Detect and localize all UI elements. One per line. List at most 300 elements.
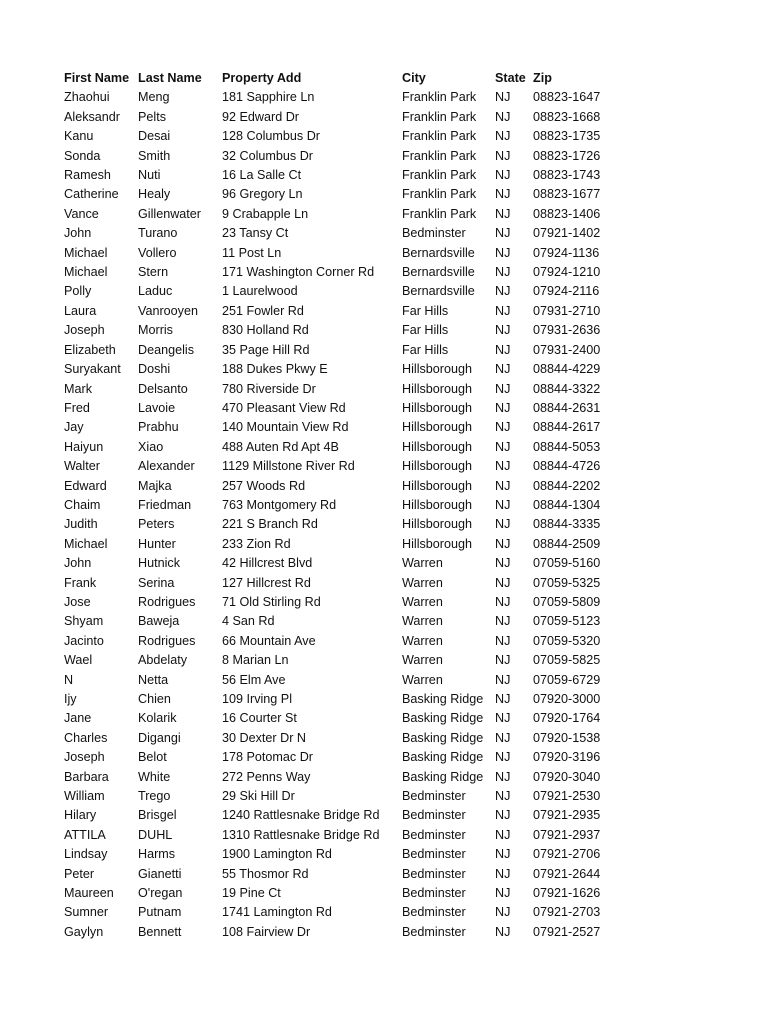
- cell-zip: 08844-2202: [533, 478, 601, 493]
- cell-city: Hillsborough: [402, 439, 473, 454]
- table-row: [64, 185, 613, 204]
- cell-city: Franklin Park: [402, 109, 477, 124]
- cell-zip: 07921-2644: [533, 866, 601, 881]
- cell-last-name: Lavoie: [138, 400, 176, 415]
- cell-property-add: 108 Fairview Dr: [222, 924, 311, 939]
- table-row: [64, 496, 613, 515]
- table-row: [64, 671, 613, 690]
- cell-city: Bedminster: [402, 827, 466, 842]
- cell-zip: 08823-1677: [533, 187, 601, 202]
- header-first-name: First Name: [64, 71, 130, 85]
- cell-property-add: 4 San Rd: [222, 614, 275, 629]
- cell-city: Warren: [402, 575, 443, 590]
- table-row: [64, 282, 613, 301]
- cell-state: NJ: [495, 420, 511, 435]
- cell-last-name: DUHL: [138, 827, 173, 842]
- cell-property-add: 96 Gregory Ln: [222, 187, 303, 202]
- table-row: [64, 884, 613, 903]
- table-row: [64, 612, 613, 631]
- cell-property-add: 56 Elm Ave: [222, 672, 286, 687]
- cell-city: Bedminster: [402, 789, 466, 804]
- cell-city: Hillsborough: [402, 536, 473, 551]
- cell-property-add: 8 Marian Ln: [222, 653, 289, 668]
- cell-zip: 08844-3322: [533, 381, 601, 396]
- table-row: [64, 263, 613, 282]
- table-row: [64, 574, 613, 593]
- cell-state: NJ: [495, 886, 511, 901]
- cell-first-name: Vance: [64, 206, 99, 221]
- cell-zip: 07921-2935: [533, 808, 601, 823]
- cell-state: NJ: [495, 614, 511, 629]
- cell-last-name: Prabhu: [138, 420, 179, 435]
- table-row: [64, 108, 613, 127]
- cell-property-add: 140 Mountain View Rd: [222, 420, 349, 435]
- cell-zip: 07059-5325: [533, 575, 601, 590]
- cell-last-name: Gianetti: [138, 866, 182, 881]
- cell-last-name: Digangi: [138, 730, 181, 745]
- table-row: [64, 477, 613, 496]
- cell-city: Bedminster: [402, 886, 466, 901]
- cell-city: Basking Ridge: [402, 730, 484, 745]
- table-row: [64, 768, 613, 787]
- cell-last-name: Baweja: [138, 614, 180, 629]
- cell-city: Bedminster: [402, 866, 466, 881]
- table-row: [64, 244, 613, 263]
- header-state: State: [495, 71, 526, 85]
- cell-city: Franklin Park: [402, 206, 477, 221]
- cell-city: Hillsborough: [402, 362, 473, 377]
- cell-last-name: Healy: [138, 187, 171, 202]
- cell-first-name: Charles: [64, 730, 108, 745]
- cell-state: NJ: [495, 342, 511, 357]
- cell-last-name: Putnam: [138, 905, 182, 920]
- cell-city: Franklin Park: [402, 168, 477, 183]
- cell-last-name: Kolarik: [138, 711, 177, 726]
- table-body: [64, 88, 613, 942]
- cell-state: NJ: [495, 400, 511, 415]
- cell-first-name: Jane: [64, 711, 92, 726]
- cell-city: Basking Ridge: [402, 711, 484, 726]
- cell-state: NJ: [495, 536, 511, 551]
- table-row: [64, 651, 613, 670]
- cell-state: NJ: [495, 653, 511, 668]
- cell-property-add: 127 Hillcrest Rd: [222, 575, 311, 590]
- cell-zip: 07059-5320: [533, 633, 601, 648]
- cell-property-add: 19 Pine Ct: [222, 886, 281, 901]
- header-city: City: [402, 71, 426, 85]
- cell-first-name: Catherine: [64, 187, 119, 202]
- cell-first-name: Gaylyn: [64, 924, 104, 939]
- cell-last-name: Xiao: [138, 439, 164, 454]
- cell-zip: 07920-1764: [533, 711, 601, 726]
- cell-last-name: Doshi: [138, 362, 171, 377]
- cell-city: Franklin Park: [402, 148, 477, 163]
- cell-first-name: John: [64, 226, 92, 241]
- table-row: [64, 166, 613, 185]
- cell-first-name: ATTILA: [64, 827, 106, 842]
- cell-zip: 08844-3335: [533, 517, 601, 532]
- cell-state: NJ: [495, 517, 511, 532]
- cell-last-name: Majka: [138, 478, 172, 493]
- cell-city: Hillsborough: [402, 400, 473, 415]
- table-row: [64, 399, 613, 418]
- cell-property-add: 1900 Lamington Rd: [222, 847, 332, 862]
- cell-last-name: Vanrooyen: [138, 303, 198, 318]
- cell-state: NJ: [495, 206, 511, 221]
- cell-zip: 08823-1647: [533, 90, 601, 105]
- cell-state: NJ: [495, 769, 511, 784]
- cell-city: Bedminster: [402, 808, 466, 823]
- cell-city: Warren: [402, 672, 443, 687]
- cell-property-add: 272 Penns Way: [222, 769, 311, 784]
- cell-zip: 08844-2509: [533, 536, 601, 551]
- table-row: [64, 321, 613, 340]
- cell-first-name: John: [64, 556, 92, 571]
- table-row: [64, 729, 613, 748]
- cell-state: NJ: [495, 924, 511, 939]
- cell-zip: 07921-2703: [533, 905, 601, 920]
- cell-property-add: 1240 Rattlesnake Bridge Rd: [222, 808, 380, 823]
- cell-state: NJ: [495, 866, 511, 881]
- table-row: [64, 418, 613, 437]
- cell-last-name: Friedman: [138, 497, 192, 512]
- cell-state: NJ: [495, 905, 511, 920]
- cell-property-add: 16 La Salle Ct: [222, 168, 302, 183]
- table-row: [64, 205, 613, 224]
- cell-first-name: Jay: [64, 420, 84, 435]
- cell-first-name: Aleksandr: [64, 109, 121, 124]
- table-row: [64, 224, 613, 243]
- cell-city: Bernardsville: [402, 284, 475, 299]
- cell-first-name: Jose: [64, 594, 91, 609]
- cell-property-add: 92 Edward Dr: [222, 109, 299, 124]
- cell-state: NJ: [495, 226, 511, 241]
- cell-property-add: 1 Laurelwood: [222, 284, 298, 299]
- cell-city: Hillsborough: [402, 459, 473, 474]
- cell-first-name: Edward: [64, 478, 107, 493]
- cell-last-name: Harms: [138, 847, 176, 862]
- cell-state: NJ: [495, 381, 511, 396]
- cell-last-name: Bennett: [138, 924, 182, 939]
- cell-state: NJ: [495, 789, 511, 804]
- cell-city: Warren: [402, 614, 443, 629]
- cell-city: Far Hills: [402, 342, 449, 357]
- cell-state: NJ: [495, 827, 511, 842]
- cell-state: NJ: [495, 129, 511, 144]
- cell-first-name: Walter: [64, 459, 100, 474]
- cell-city: Far Hills: [402, 323, 449, 338]
- cell-last-name: O'regan: [138, 886, 183, 901]
- cell-zip: 07921-2706: [533, 847, 601, 862]
- cell-state: NJ: [495, 730, 511, 745]
- cell-city: Bedminster: [402, 226, 466, 241]
- cell-city: Bedminster: [402, 905, 466, 920]
- cell-first-name: Judith: [64, 517, 98, 532]
- table-row: [64, 748, 613, 767]
- cell-zip: 08844-4726: [533, 459, 601, 474]
- cell-zip: 07924-1136: [533, 245, 600, 260]
- cell-last-name: Peters: [138, 517, 175, 532]
- cell-state: NJ: [495, 109, 511, 124]
- cell-first-name: Mark: [64, 381, 92, 396]
- cell-zip: 08823-1668: [533, 109, 601, 124]
- cell-property-add: 233 Zion Rd: [222, 536, 291, 551]
- table-row: [64, 903, 613, 922]
- cell-city: Hillsborough: [402, 517, 473, 532]
- cell-last-name: Trego: [138, 789, 171, 804]
- cell-property-add: 55 Thosmor Rd: [222, 866, 309, 881]
- table-row: [64, 787, 613, 806]
- cell-city: Hillsborough: [402, 381, 473, 396]
- cell-property-add: 257 Woods Rd: [222, 478, 306, 493]
- cell-state: NJ: [495, 245, 511, 260]
- cell-state: NJ: [495, 594, 511, 609]
- cell-last-name: Hunter: [138, 536, 176, 551]
- cell-first-name: Michael: [64, 536, 108, 551]
- table-row: [64, 341, 613, 360]
- cell-zip: 08823-1726: [533, 148, 601, 163]
- cell-last-name: Laduc: [138, 284, 173, 299]
- header-last-name: Last Name: [138, 71, 202, 85]
- table-row: [64, 923, 613, 942]
- cell-zip: 07931-2400: [533, 342, 601, 357]
- cell-state: NJ: [495, 692, 511, 706]
- cell-last-name: Netta: [138, 672, 169, 687]
- cell-last-name: Hutnick: [138, 556, 180, 571]
- cell-zip: 07921-2937: [533, 827, 601, 842]
- cell-property-add: 763 Montgomery Rd: [222, 497, 337, 512]
- cell-state: NJ: [495, 556, 511, 571]
- cell-state: NJ: [495, 148, 511, 163]
- header-zip: Zip: [533, 71, 552, 85]
- cell-zip: 08844-2617: [533, 420, 601, 435]
- table-row: [64, 632, 613, 651]
- cell-last-name: Smith: [138, 148, 171, 163]
- cell-last-name: Delsanto: [138, 381, 188, 396]
- cell-first-name: Sumner: [64, 905, 109, 920]
- cell-state: NJ: [495, 808, 511, 823]
- table-row: [64, 554, 613, 573]
- cell-zip: 07059-5160: [533, 556, 601, 571]
- cell-last-name: Turano: [138, 226, 178, 241]
- cell-first-name: Michael: [64, 265, 108, 280]
- cell-property-add: 178 Potomac Dr: [222, 750, 313, 765]
- cell-state: NJ: [495, 497, 511, 512]
- table-row: [64, 438, 613, 457]
- table-row: [64, 302, 613, 321]
- cell-first-name: Polly: [64, 284, 92, 299]
- table-row: [64, 380, 613, 399]
- cell-city: Basking Ridge: [402, 692, 484, 706]
- cell-zip: 07931-2636: [533, 323, 601, 338]
- cell-property-add: 251 Fowler Rd: [222, 303, 304, 318]
- cell-state: NJ: [495, 711, 511, 726]
- cell-zip: 08844-1304: [533, 497, 601, 512]
- cell-zip: 08844-5053: [533, 439, 601, 454]
- cell-first-name: Michael: [64, 245, 108, 260]
- table-row: [64, 865, 613, 884]
- cell-property-add: 188 Dukes Pkwy E: [222, 362, 328, 377]
- cell-property-add: 42 Hillcrest Blvd: [222, 556, 313, 571]
- cell-last-name: Rodrigues: [138, 594, 196, 609]
- cell-city: Basking Ridge: [402, 769, 484, 784]
- cell-first-name: Laura: [64, 303, 97, 318]
- cell-state: NJ: [495, 633, 511, 648]
- cell-city: Bedminster: [402, 924, 466, 939]
- cell-property-add: 181 Sapphire Ln: [222, 90, 315, 105]
- cell-state: NJ: [495, 303, 511, 318]
- cell-city: Warren: [402, 633, 443, 648]
- cell-state: NJ: [495, 187, 511, 202]
- cell-last-name: Abdelaty: [138, 653, 188, 668]
- cell-zip: 08844-2631: [533, 400, 601, 415]
- cell-last-name: Belot: [138, 750, 167, 765]
- cell-zip: 08823-1735: [533, 129, 601, 144]
- cell-zip: 07921-1626: [533, 886, 601, 901]
- cell-last-name: Morris: [138, 323, 173, 338]
- cell-property-add: 1310 Rattlesnake Bridge Rd: [222, 827, 380, 842]
- cell-property-add: 171 Washington Corner Rd: [222, 265, 375, 280]
- cell-city: Bedminster: [402, 847, 466, 862]
- cell-first-name: Haiyun: [64, 439, 104, 454]
- cell-zip: 07924-2116: [533, 284, 600, 299]
- table-row: [64, 147, 613, 166]
- cell-zip: 08823-1406: [533, 206, 601, 221]
- cell-state: NJ: [495, 284, 511, 299]
- cell-city: Hillsborough: [402, 420, 473, 435]
- cell-first-name: Elizabeth: [64, 342, 116, 357]
- cell-property-add: 71 Old Stirling Rd: [222, 594, 321, 609]
- cell-first-name: Suryakant: [64, 362, 121, 377]
- cell-first-name: Frank: [64, 575, 97, 590]
- cell-property-add: 29 Ski Hill Dr: [222, 789, 295, 804]
- cell-zip: 07059-5123: [533, 614, 601, 629]
- cell-zip: 07059-5825: [533, 653, 601, 668]
- cell-last-name: Brisgel: [138, 808, 177, 823]
- cell-first-name: Sonda: [64, 148, 101, 163]
- cell-zip: 07059-6729: [533, 672, 601, 687]
- cell-zip: 08844-4229: [533, 362, 601, 377]
- cell-property-add: 128 Columbus Dr: [222, 129, 320, 144]
- cell-first-name: Jacinto: [64, 633, 104, 648]
- cell-last-name: Pelts: [138, 109, 166, 124]
- cell-property-add: 23 Tansy Ct: [222, 226, 289, 241]
- cell-state: NJ: [495, 439, 511, 454]
- cell-last-name: Nuti: [138, 168, 161, 183]
- header-property-add: Property Add: [222, 71, 302, 85]
- cell-first-name: N: [64, 672, 74, 687]
- cell-city: Bernardsville: [402, 265, 475, 280]
- cell-zip: 07059-5809: [533, 594, 601, 609]
- cell-first-name: Chaim: [64, 497, 101, 512]
- cell-property-add: 221 S Branch Rd: [222, 517, 318, 532]
- cell-property-add: 830 Holland Rd: [222, 323, 309, 338]
- cell-city: Hillsborough: [402, 478, 473, 493]
- table-row: [64, 806, 613, 825]
- cell-zip: 07920-3196: [533, 750, 601, 765]
- cell-first-name: Barbara: [64, 769, 109, 784]
- cell-last-name: White: [138, 769, 171, 784]
- cell-last-name: Chien: [138, 692, 171, 706]
- cell-city: Bernardsville: [402, 245, 475, 260]
- cell-last-name: Stern: [138, 265, 169, 280]
- cell-property-add: 780 Riverside Dr: [222, 381, 316, 396]
- cell-city: Far Hills: [402, 303, 449, 318]
- cell-first-name: Joseph: [64, 750, 105, 765]
- cell-property-add: 35 Page Hill Rd: [222, 342, 310, 357]
- cell-city: Warren: [402, 556, 443, 571]
- cell-first-name: Hilary: [64, 808, 97, 823]
- cell-first-name: Fred: [64, 400, 90, 415]
- table-row: [64, 360, 613, 379]
- cell-property-add: 9 Crabapple Ln: [222, 206, 309, 221]
- cell-zip: 08823-1743: [533, 168, 601, 183]
- cell-state: NJ: [495, 323, 511, 338]
- cell-zip: 07921-2530: [533, 789, 601, 804]
- table-row: [64, 826, 613, 845]
- cell-last-name: Desai: [138, 129, 171, 144]
- cell-state: NJ: [495, 847, 511, 862]
- cell-zip: 07920-1538: [533, 730, 601, 745]
- cell-last-name: Alexander: [138, 459, 195, 474]
- cell-first-name: Ijy: [64, 692, 77, 706]
- table-row: [64, 709, 613, 728]
- cell-zip: 07931-2710: [533, 303, 601, 318]
- cell-property-add: 1129 Millstone River Rd: [222, 459, 355, 474]
- cell-property-add: 11 Post Ln: [222, 245, 282, 260]
- cell-last-name: Gillenwater: [138, 206, 201, 221]
- table-row: [64, 88, 613, 107]
- cell-last-name: Serina: [138, 575, 175, 590]
- cell-state: NJ: [495, 362, 511, 377]
- cell-property-add: 1741 Lamington Rd: [222, 905, 332, 920]
- cell-first-name: Peter: [64, 866, 95, 881]
- cell-state: NJ: [495, 750, 511, 765]
- cell-property-add: 470 Pleasant View Rd: [222, 400, 346, 415]
- cell-property-add: 109 Irving Pl: [222, 692, 293, 706]
- cell-first-name: Maureen: [64, 886, 114, 901]
- cell-zip: 07920-3040: [533, 769, 601, 784]
- cell-first-name: Joseph: [64, 323, 105, 338]
- table-row: [64, 127, 613, 146]
- cell-city: Warren: [402, 594, 443, 609]
- cell-state: NJ: [495, 672, 511, 687]
- cell-city: Basking Ridge: [402, 750, 484, 765]
- property-table: [64, 69, 613, 942]
- cell-state: NJ: [495, 478, 511, 493]
- cell-last-name: Deangelis: [138, 342, 195, 357]
- table-row: [64, 845, 613, 864]
- cell-first-name: Wael: [64, 653, 93, 668]
- cell-property-add: 488 Auten Rd Apt 4B: [222, 439, 339, 454]
- cell-first-name: William: [64, 789, 105, 804]
- cell-first-name: Kanu: [64, 129, 94, 144]
- cell-city: Warren: [402, 653, 443, 668]
- table-row: [64, 515, 613, 534]
- cell-first-name: Lindsay: [64, 847, 108, 862]
- table-row: [64, 690, 613, 709]
- table-row: [64, 535, 613, 554]
- cell-state: NJ: [495, 459, 511, 474]
- cell-city: Franklin Park: [402, 90, 477, 105]
- cell-state: NJ: [495, 575, 511, 590]
- cell-last-name: Vollero: [138, 245, 177, 260]
- header-row: [64, 69, 613, 88]
- cell-zip: 07921-1402: [533, 226, 601, 241]
- cell-property-add: 66 Mountain Ave: [222, 633, 316, 648]
- cell-state: NJ: [495, 168, 511, 183]
- cell-city: Franklin Park: [402, 187, 477, 202]
